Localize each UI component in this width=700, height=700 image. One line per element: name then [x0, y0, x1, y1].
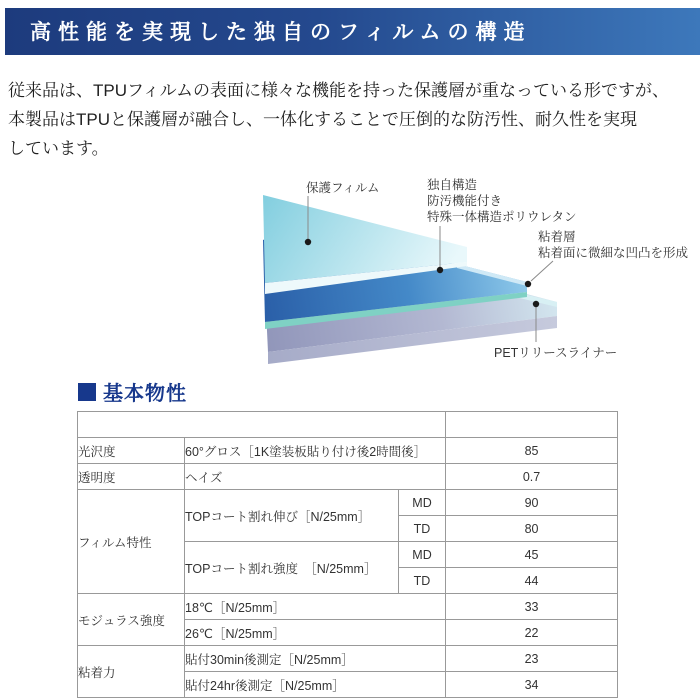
table-row-gloss [78, 438, 618, 464]
intro-line-2: 本製品はTPUと保護層が融合し、一体化することで圧倒的な防汚性、耐久性を実現 [8, 110, 637, 129]
cell-condition-modulus-26: 26℃［N/25mm］ [185, 620, 446, 646]
cell-sub-elongation-td: TD [399, 516, 446, 542]
cell-value-gloss: 85 [446, 438, 618, 464]
table-row-elongation-md [78, 490, 618, 516]
label-adhesive-layer-1: 粘着層 [538, 230, 576, 244]
dot-release-liner [533, 301, 539, 307]
cell-category-film: フィルム特性 [78, 490, 185, 594]
product-header-cell: ECHELON Headlight PPF [446, 412, 618, 438]
cell-value-strength-td: 44 [446, 568, 618, 594]
cell-value-strength-md: 45 [446, 542, 618, 568]
cell-condition-clarity: ヘイズ [185, 464, 446, 490]
dot-protective-film [305, 239, 311, 245]
section-banner [5, 8, 700, 55]
basic-properties-title: 基本物性 [103, 383, 187, 405]
leader-adhesive-layer [531, 261, 553, 281]
label-protective-film: 保護フィルム [306, 181, 380, 195]
label-unique-structure-2: 防汚機能付き [427, 194, 503, 208]
label-unique-structure-1: 独自構造 [427, 178, 478, 192]
cell-category-clarity: 透明度 [78, 464, 185, 490]
cell-sub-elongation-md: MD [399, 490, 446, 516]
basic-properties-table [77, 411, 618, 698]
cell-condition-strength: TOPコート割れ強度 ［N/25mm］ [185, 542, 399, 594]
label-adhesive-layer-2: 粘着面に微細な凹凸を形成 [538, 246, 689, 260]
cell-condition-modulus-18: 18℃［N/25mm］ [185, 594, 446, 620]
table-row-header [78, 412, 618, 438]
table-row-modulus-18 [78, 594, 618, 620]
basic-properties-heading [78, 377, 187, 406]
cell-condition-adhesion-24hr: 貼付24hr後測定［N/25mm］ [185, 672, 446, 698]
cell-condition-adhesion-30min: 貼付30min後測定［N/25mm］ [185, 646, 446, 672]
intro-line-3: しています。 [8, 139, 109, 158]
cell-value-elongation-md: 90 [446, 490, 618, 516]
table-row-clarity [78, 464, 618, 490]
intro-line-1: 従来品は、TPUフィルムの表面に様々な機能を持った保護層が重なっている形ですが、 [8, 81, 669, 100]
cell-value-adhesion-24hr: 34 [446, 672, 618, 698]
cell-sub-strength-md: MD [399, 542, 446, 568]
cell-category-adhesion: 粘着力 [78, 646, 185, 698]
cell-category-modulus: モジュラス強度 [78, 594, 185, 646]
cell-condition-elongation: TOPコート割れ伸び［N/25mm］ [185, 490, 399, 542]
header-diagonal-cell [78, 412, 446, 438]
cell-condition-gloss: 60°グロス［1K塗装板貼り付け後2時間後］ [185, 438, 446, 464]
cell-value-adhesion-30min: 23 [446, 646, 618, 672]
cell-value-modulus-26: 22 [446, 620, 618, 646]
film-structure-diagram [0, 170, 700, 385]
label-unique-structure-3: 特殊一体構造ポリウレタン [427, 210, 577, 224]
label-release-liner: PETリリースライナー [494, 346, 618, 360]
cell-value-modulus-18: 33 [446, 594, 618, 620]
square-bullet-icon [78, 383, 96, 401]
cell-sub-strength-td: TD [399, 568, 446, 594]
cell-value-elongation-td: 80 [446, 516, 618, 542]
cell-category-gloss: 光沢度 [78, 438, 185, 464]
table-row-adhesion-30min [78, 646, 618, 672]
banner-title: 高性能を実現した独自のフィルムの構造 [30, 19, 532, 44]
intro-paragraph [8, 76, 698, 163]
cell-value-clarity: 0.7 [446, 464, 618, 490]
dot-adhesive-layer [525, 281, 531, 287]
dot-unique-structure [437, 267, 443, 273]
